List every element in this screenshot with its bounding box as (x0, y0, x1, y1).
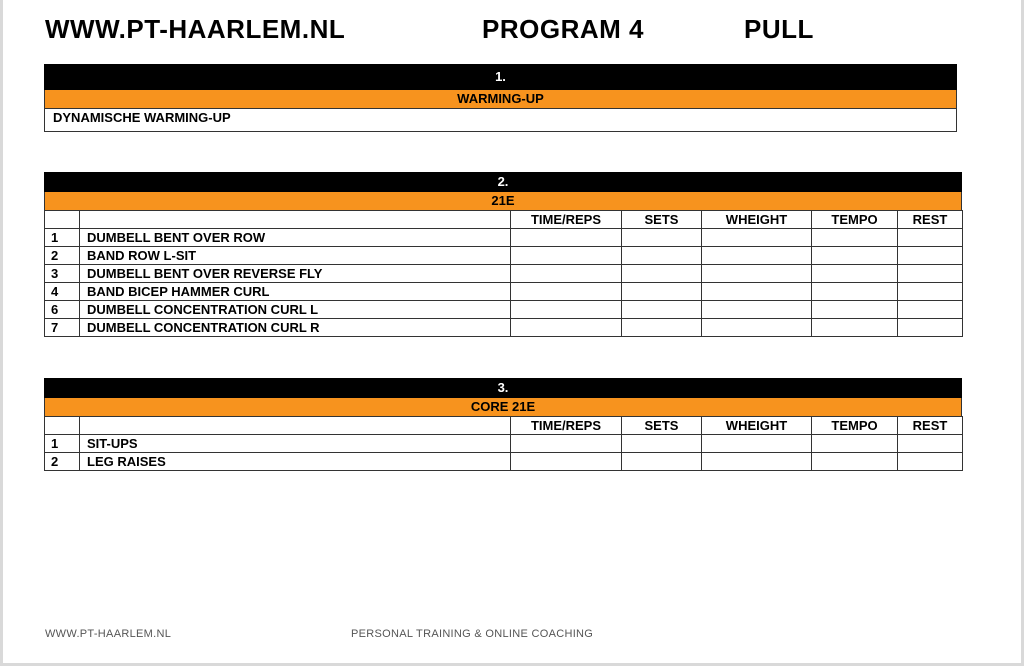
section-title: CORE 21E (44, 398, 962, 416)
section-title: WARMING-UP (44, 90, 957, 108)
row-number: 1 (45, 229, 80, 247)
row-number: 4 (45, 283, 80, 301)
section-number: 1. (44, 64, 957, 90)
table-row (45, 453, 963, 471)
table-row (45, 319, 963, 337)
exercise-name: LEG RAISES (80, 453, 511, 471)
page-edge-left (0, 0, 3, 666)
column-header: TEMPO (812, 417, 898, 435)
exercise-name: BAND BICEP HAMMER CURL (80, 283, 511, 301)
table-row (45, 435, 963, 453)
header-type: PULL (744, 14, 814, 44)
column-header: REST (898, 417, 963, 435)
row-number: 2 (45, 453, 80, 471)
footer-tagline: PERSONAL TRAINING & ONLINE COACHING (351, 628, 594, 640)
column-header: TIME/REPS (511, 417, 622, 435)
column-header: SETS (622, 211, 702, 229)
section-warming-up (44, 64, 957, 132)
table-header-row (45, 211, 963, 229)
column-header: SETS (622, 417, 702, 435)
exercise-name: DUMBELL BENT OVER REVERSE FLY (80, 265, 511, 283)
exercise-table (44, 416, 963, 471)
column-header: WHEIGHT (702, 211, 812, 229)
exercise-name: DUMBELL CONCENTRATION CURL L (80, 301, 511, 319)
row-number: 6 (45, 301, 80, 319)
section-number: 2. (44, 172, 962, 192)
table-row (45, 283, 963, 301)
table-row (45, 265, 963, 283)
table-row (45, 247, 963, 265)
table-row (45, 229, 963, 247)
row-number: 2 (45, 247, 80, 265)
footer-site: WWW.PT-HAARLEM.NL (45, 628, 172, 640)
exercise-name: SIT-UPS (80, 435, 511, 453)
header-program: PROGRAM 4 (482, 14, 644, 44)
warming-up-item: DYNAMISCHE WARMING-UP (44, 108, 957, 132)
column-header: REST (898, 211, 963, 229)
column-header: TEMPO (812, 211, 898, 229)
row-number: 7 (45, 319, 80, 337)
section-number: 3. (44, 378, 962, 398)
section-21e (44, 172, 962, 337)
exercise-name: DUMBELL BENT OVER ROW (80, 229, 511, 247)
column-header: WHEIGHT (702, 417, 812, 435)
exercise-name: DUMBELL CONCENTRATION CURL R (80, 319, 511, 337)
column-header: TIME/REPS (511, 211, 622, 229)
table-row (45, 301, 963, 319)
table-header-row (45, 417, 963, 435)
exercise-name: BAND ROW L-SIT (80, 247, 511, 265)
row-number: 1 (45, 435, 80, 453)
section-core-21e (44, 378, 962, 471)
exercise-table (44, 210, 963, 337)
header-site: WWW.PT-HAARLEM.NL (45, 14, 346, 44)
section-title: 21E (44, 192, 962, 210)
row-number: 3 (45, 265, 80, 283)
